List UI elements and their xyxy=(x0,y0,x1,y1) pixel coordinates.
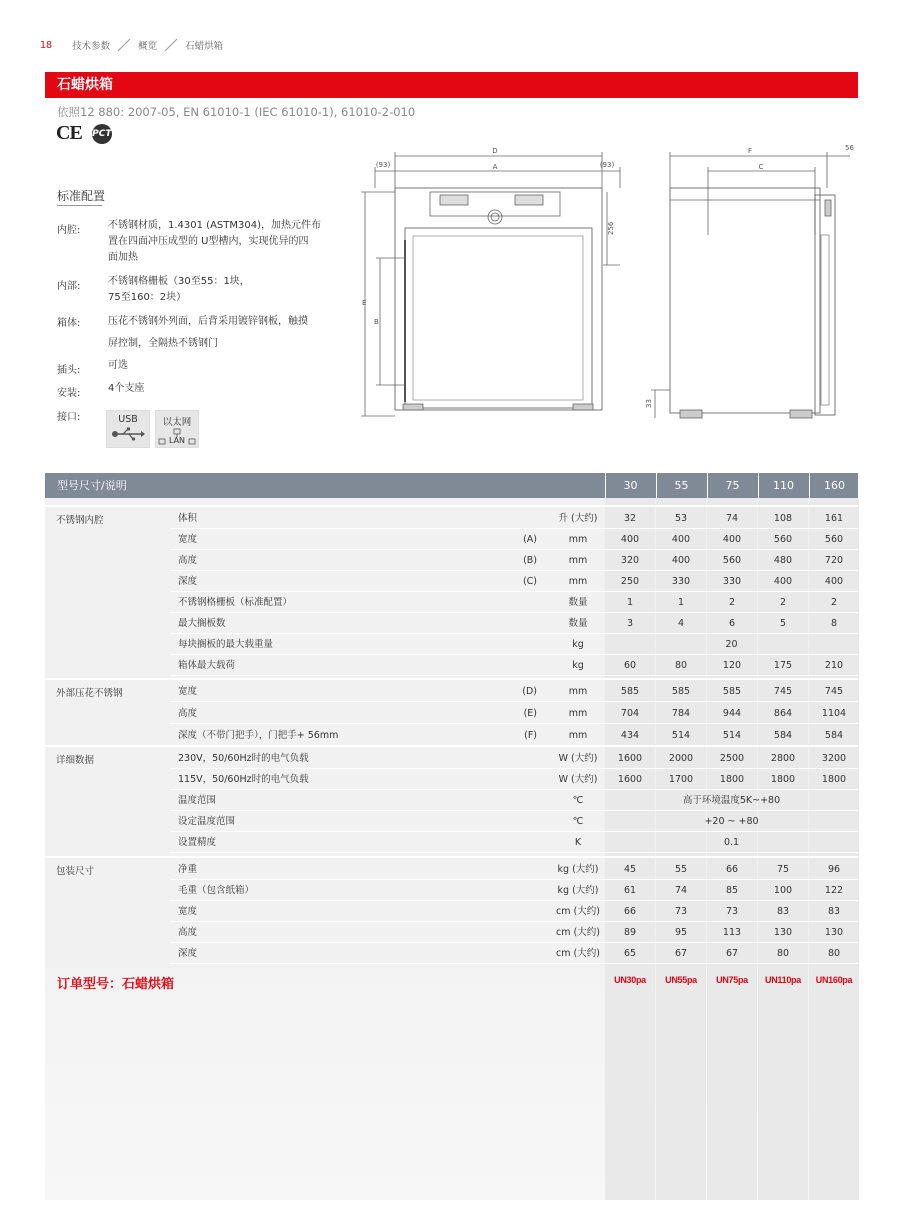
table-row xyxy=(170,922,858,943)
row-name: 净重 xyxy=(178,864,198,875)
cell-value: 80 xyxy=(776,948,790,959)
cell-value: 1600 xyxy=(617,774,643,785)
cell-value: 514 xyxy=(722,730,742,741)
dim-label: A xyxy=(492,163,498,171)
cell-value: 73 xyxy=(725,906,739,917)
table-row xyxy=(170,859,858,880)
cell-value: 584 xyxy=(773,730,793,741)
spec-line: 屏控制，全隔热不锈钢门 xyxy=(108,338,218,349)
cell-value: 2500 xyxy=(719,753,745,764)
row-span-value: +20 ~ +80 xyxy=(704,816,759,827)
dim-label: 33 xyxy=(645,399,653,408)
row-unit: W (大约) xyxy=(558,774,598,785)
table-row xyxy=(170,529,858,550)
table-row xyxy=(170,832,858,853)
cell-value: 400 xyxy=(824,576,844,587)
cell-value: 75 xyxy=(776,864,790,875)
row-name: 深度（不带门把手），门把手+ 56mm xyxy=(178,730,339,741)
cell-value: 1 xyxy=(626,597,634,608)
spec-key: 内部: xyxy=(57,281,81,292)
usb-icon xyxy=(111,427,145,441)
cell-value: 4 xyxy=(677,618,685,629)
dim-label: 256 xyxy=(607,221,615,235)
row-unit: mm xyxy=(568,686,588,697)
divider xyxy=(57,205,102,206)
spec-line: 压花不锈钢外列面，后背采用镀锌钢板，触摸 xyxy=(108,316,308,327)
table-row xyxy=(170,790,858,811)
row-name: 深度 xyxy=(178,576,198,587)
row-unit: mm xyxy=(568,708,588,719)
cell-value: 210 xyxy=(824,660,844,671)
interface-icons xyxy=(106,410,199,448)
table-row xyxy=(170,901,858,922)
cell-value: 6 xyxy=(728,618,736,629)
dim-label: 56 xyxy=(845,144,854,152)
cell-value: 122 xyxy=(824,885,844,896)
cell-value: 585 xyxy=(722,686,742,697)
group-name: 外部压花不锈钢 xyxy=(56,688,123,699)
cell-value: 2000 xyxy=(668,753,694,764)
row-unit: cm (大约) xyxy=(556,927,600,938)
cell-value: 5 xyxy=(779,618,787,629)
table-row xyxy=(170,508,858,529)
table-row xyxy=(170,769,858,790)
row-abbr: (F) xyxy=(524,730,537,741)
cell-value: 95 xyxy=(674,927,688,938)
cell-value: 704 xyxy=(620,708,640,719)
standard-norm: 依照12 880: 2007-05, EN 61010-1 (IEC 61010-1), 61010-2-010 xyxy=(57,105,416,119)
spec-line: 不锈钢格栅板（30至55：1块， xyxy=(108,276,250,287)
interface-label: 以太网 xyxy=(162,417,192,428)
row-name: 毛重（包含纸箱） xyxy=(178,885,255,896)
row-name: 体积 xyxy=(178,513,198,524)
cell-value: 584 xyxy=(824,730,844,741)
dim-label: (93) xyxy=(375,161,391,169)
row-unit: kg (大约) xyxy=(557,885,599,896)
row-abbr: (E) xyxy=(523,708,537,719)
cell-value: 330 xyxy=(671,576,691,587)
table-row xyxy=(170,655,858,676)
side-view-drawing xyxy=(651,152,850,418)
row-abbr: (A) xyxy=(523,534,537,545)
cell-value: 66 xyxy=(725,864,739,875)
breadcrumb-item[interactable]: 石蜡烘箱 xyxy=(185,41,224,52)
cell-value: 1800 xyxy=(821,774,847,785)
table-row xyxy=(170,748,858,769)
cell-value: 67 xyxy=(725,948,739,959)
row-name: 230V，50/60Hz时的电气负载 xyxy=(178,753,309,764)
interface-sub: LAN xyxy=(168,436,186,445)
cell-value: 80 xyxy=(674,660,688,671)
spec-key: 安装: xyxy=(57,388,81,399)
row-name: 高度 xyxy=(178,927,198,938)
row-abbr: (B) xyxy=(523,555,537,566)
breadcrumb-item[interactable]: 概览 xyxy=(138,41,158,52)
model-header: 55 xyxy=(656,473,706,498)
row-name: 高度 xyxy=(178,708,198,719)
row-name: 宽度 xyxy=(178,906,198,917)
cell-value: 400 xyxy=(722,534,742,545)
row-name: 宽度 xyxy=(178,686,198,697)
cell-value: 560 xyxy=(722,555,742,566)
technical-drawing xyxy=(345,140,865,440)
cell-value: 1800 xyxy=(770,774,796,785)
row-unit: mm xyxy=(568,730,588,741)
row-name: 设置精度 xyxy=(178,837,217,848)
row-abbr: (C) xyxy=(522,576,537,587)
front-view-drawing xyxy=(361,152,620,416)
cell-value: 745 xyxy=(773,686,793,697)
spec-key: 接口: xyxy=(57,412,81,423)
row-unit: ℃ xyxy=(572,795,584,806)
cell-value: 74 xyxy=(674,885,688,896)
row-span-value: 0.1 xyxy=(723,837,740,848)
dim-label: (93) xyxy=(599,161,615,169)
spec-line: 75至160：2块） xyxy=(108,292,187,303)
interface-label: USB xyxy=(118,414,138,425)
cell-value: 130 xyxy=(773,927,793,938)
cell-value: 560 xyxy=(824,534,844,545)
spec-line: 可选 xyxy=(108,360,128,371)
group-name: 不锈钢内腔 xyxy=(56,515,104,526)
cell-value: 96 xyxy=(827,864,841,875)
table-row xyxy=(170,880,858,901)
row-unit: W (大约) xyxy=(558,753,598,764)
spec-key: 插头: xyxy=(57,365,81,376)
cell-value: 85 xyxy=(725,885,739,896)
row-unit: 数量 xyxy=(568,618,588,629)
table-row xyxy=(170,634,858,655)
cell-value: 2 xyxy=(830,597,838,608)
row-unit: mm xyxy=(568,534,588,545)
page-number: 18 xyxy=(40,39,53,51)
cell-value: 65 xyxy=(623,948,637,959)
row-name: 箱体最大载荷 xyxy=(178,660,236,671)
row-unit: ℃ xyxy=(572,816,584,827)
cell-value: 67 xyxy=(674,948,688,959)
row-name: 深度 xyxy=(178,948,198,959)
cell-value: 113 xyxy=(722,927,742,938)
ethernet-interface xyxy=(155,410,199,448)
cell-value: 330 xyxy=(722,576,742,587)
spec-line: 不锈钢材质，1.4301 (ASTM304)，加热元件布 xyxy=(108,220,321,231)
row-unit: kg xyxy=(572,660,584,671)
cell-value: 400 xyxy=(620,534,640,545)
cell-value: 8 xyxy=(830,618,838,629)
cell-value: 108 xyxy=(773,513,793,524)
slash-separator-icon xyxy=(116,38,132,52)
group-divider xyxy=(45,856,858,858)
cell-value: 864 xyxy=(773,708,793,719)
table-row xyxy=(170,550,858,571)
spec-line: 置在四面冲压成型的 U型槽内，实现优异的四 xyxy=(108,236,309,247)
group-name: 包装尺寸 xyxy=(56,866,95,877)
cell-value: 745 xyxy=(824,686,844,697)
slash-separator-icon xyxy=(163,38,179,52)
row-name: 宽度 xyxy=(178,534,198,545)
row-name: 最大搁板数 xyxy=(178,618,226,629)
spec-line: 面加热 xyxy=(108,252,138,263)
cell-value: 83 xyxy=(827,906,841,917)
row-span-value: 20 xyxy=(725,639,738,650)
cell-value: 3 xyxy=(626,618,634,629)
cell-value: 585 xyxy=(671,686,691,697)
row-unit: 升 (大约) xyxy=(558,513,598,524)
cell-value: 100 xyxy=(773,885,793,896)
cell-value: 320 xyxy=(620,555,640,566)
certification-marks xyxy=(56,122,112,145)
cell-value: 80 xyxy=(827,948,841,959)
model-header: 110 xyxy=(758,473,808,498)
breadcrumb-item[interactable]: 技术参数 xyxy=(72,41,111,52)
standard-config-title: 标准配置 xyxy=(57,189,106,203)
spec-key: 箱体: xyxy=(57,318,81,329)
row-abbr: (D) xyxy=(522,686,537,697)
cell-value: 1700 xyxy=(668,774,694,785)
cell-value: 480 xyxy=(773,555,793,566)
cell-value: 1104 xyxy=(821,708,847,719)
section-title: 石蜡烘箱 xyxy=(45,72,858,98)
order-code: UN160pa xyxy=(815,975,853,985)
row-name: 115V，50/60Hz时的电气负载 xyxy=(178,774,309,785)
row-name: 温度范围 xyxy=(178,795,217,806)
cell-value: 161 xyxy=(824,513,844,524)
cell-value: 120 xyxy=(722,660,742,671)
dim-label: D xyxy=(492,147,498,155)
cell-value: 89 xyxy=(623,927,637,938)
dim-label: B xyxy=(374,318,379,326)
spec-line: 4个支座 xyxy=(108,383,145,394)
cell-value: 83 xyxy=(776,906,790,917)
row-name: 不锈钢格栅板（标准配置） xyxy=(178,597,293,608)
table-row xyxy=(170,811,858,832)
cell-value: 400 xyxy=(773,576,793,587)
cell-value: 585 xyxy=(620,686,640,697)
cell-value: 53 xyxy=(674,513,688,524)
cell-value: 400 xyxy=(671,555,691,566)
model-header: 30 xyxy=(605,473,655,498)
group-divider xyxy=(45,745,858,747)
cell-value: 944 xyxy=(722,708,742,719)
cell-value: 32 xyxy=(623,513,637,524)
order-code: UN55pa xyxy=(665,975,697,985)
breadcrumb xyxy=(40,38,223,52)
cell-value: 45 xyxy=(623,864,637,875)
table-header-label: 型号尺寸/说明 xyxy=(57,479,127,492)
cell-value: 250 xyxy=(620,576,640,587)
group-divider xyxy=(45,678,858,680)
order-code: UN30pa xyxy=(614,975,646,985)
table-row xyxy=(170,613,858,634)
row-name: 高度 xyxy=(178,555,198,566)
row-unit: mm xyxy=(568,576,588,587)
row-unit: mm xyxy=(568,555,588,566)
dim-label: F xyxy=(747,147,753,155)
cell-value: 560 xyxy=(773,534,793,545)
row-span-value: 高于环境温度5K~+80 xyxy=(682,795,781,806)
cell-value: 2800 xyxy=(770,753,796,764)
cell-value: 74 xyxy=(725,513,739,524)
row-unit: kg (大约) xyxy=(557,864,599,875)
cell-value: 1600 xyxy=(617,753,643,764)
cell-value: 60 xyxy=(623,660,637,671)
order-code: UN110pa xyxy=(765,975,801,985)
spec-key: 内腔: xyxy=(57,225,81,236)
cell-value: 1 xyxy=(677,597,685,608)
row-name: 设定温度范围 xyxy=(178,816,236,827)
row-unit: 数量 xyxy=(568,597,588,608)
pct-mark-icon: PCT xyxy=(92,124,112,144)
group-divider xyxy=(45,505,858,507)
cell-value: 61 xyxy=(623,885,637,896)
cell-value: 1800 xyxy=(719,774,745,785)
cell-value: 66 xyxy=(623,906,637,917)
ce-mark-icon: CE xyxy=(56,122,82,144)
model-header: 160 xyxy=(809,473,859,498)
cell-value: 514 xyxy=(671,730,691,741)
cell-value: 400 xyxy=(671,534,691,545)
row-unit: K xyxy=(574,837,582,848)
cell-value: 55 xyxy=(674,864,688,875)
table-row xyxy=(170,703,858,724)
order-title: 订单型号：石蜡烘箱 xyxy=(57,977,175,992)
cell-value: 130 xyxy=(824,927,844,938)
cell-value: 784 xyxy=(671,708,691,719)
dim-label: E xyxy=(362,299,367,307)
table-row xyxy=(170,571,858,592)
row-unit: cm (大约) xyxy=(556,948,600,959)
cell-value: 434 xyxy=(620,730,640,741)
cell-value: 73 xyxy=(674,906,688,917)
row-name: 每块搁板的最大载重量 xyxy=(178,639,274,650)
cell-value: 720 xyxy=(824,555,844,566)
group-name: 详细数据 xyxy=(56,755,95,766)
row-unit: cm (大约) xyxy=(556,906,600,917)
cell-value: 2 xyxy=(779,597,787,608)
table-row xyxy=(170,592,858,613)
cell-value: 175 xyxy=(773,660,793,671)
table-row xyxy=(170,943,858,964)
cell-value: 2 xyxy=(728,597,736,608)
dim-label: C xyxy=(758,163,764,171)
usb-interface xyxy=(106,410,150,448)
cell-value: 3200 xyxy=(821,753,847,764)
table-row xyxy=(170,681,858,702)
table-header xyxy=(45,473,858,498)
row-unit: kg xyxy=(572,639,584,650)
table-row xyxy=(170,725,858,746)
model-header: 75 xyxy=(707,473,757,498)
order-code: UN75pa xyxy=(716,975,748,985)
